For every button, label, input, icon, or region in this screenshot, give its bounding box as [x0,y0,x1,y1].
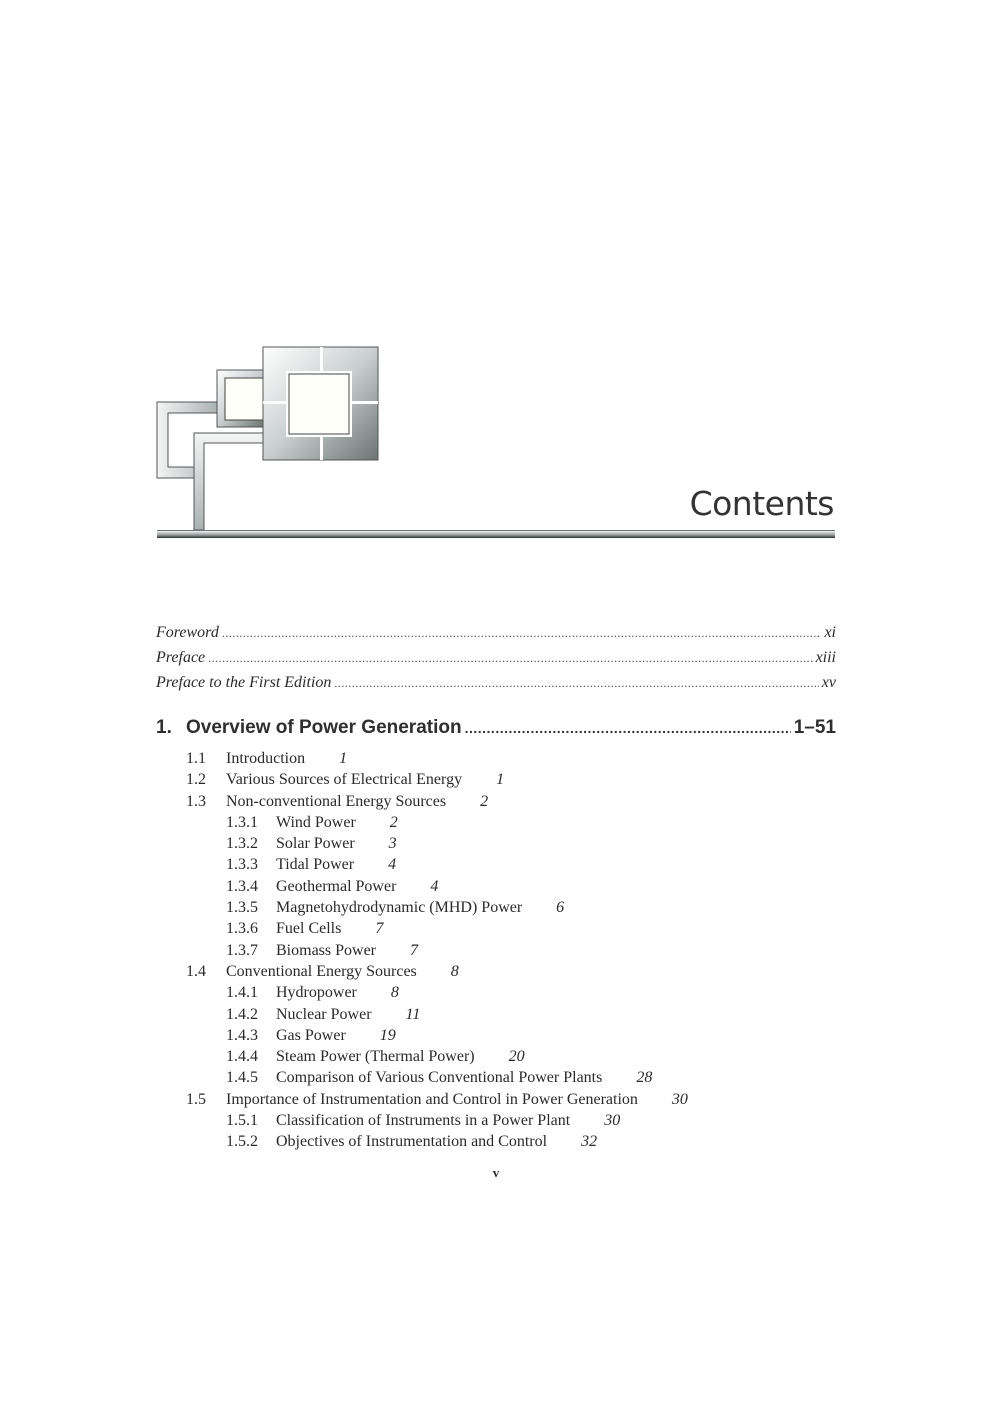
entry-page: 7 [410,941,418,959]
leader-dots [208,651,812,666]
entry-title: Nuclear Power [276,1005,372,1023]
front-matter-label: Foreword [156,624,219,641]
entry-number: 1.3.3 [226,856,258,874]
entry-page: 19 [379,1026,396,1044]
front-matter-label: Preface to the First Edition [156,674,332,691]
toc-entry[interactable] [186,1112,836,1133]
toc-entry[interactable] [186,899,836,920]
front-matter-page: xv [821,674,836,691]
entry-page: 3 [388,835,397,853]
entry-page: 2 [389,813,398,831]
entry-number: 1.3.4 [226,877,258,895]
entry-number: 1.4.1 [226,984,258,1002]
entry-page: 20 [508,1048,525,1066]
toc-entry[interactable] [186,1006,836,1027]
toc-entry[interactable] [186,750,836,771]
entry-title: Objectives of Instrumentation and Control [276,1133,548,1151]
toc-entry[interactable] [186,920,836,941]
front-matter-page: xiii [815,649,836,666]
entry-number: 1.1 [186,750,206,767]
toc-entry[interactable] [186,963,836,984]
title-rule-divider [157,530,835,538]
entry-number: 1.4.5 [226,1069,258,1087]
entry-number: 1.3.5 [226,899,258,917]
front-matter-label: Preface [156,649,206,666]
entry-number: 1.3.1 [226,813,258,831]
entry-title: Comparison of Various Conventional Power Plants [276,1069,603,1087]
entry-title: Importance of Instrumentation and Control in Power Generation [226,1090,638,1108]
entry-page: 30 [671,1090,688,1108]
toc-entry[interactable] [186,771,836,792]
entry-page: 32 [581,1133,598,1151]
entry-number: 1.3.2 [226,835,258,853]
toc-entry[interactable] [186,1133,836,1154]
leader-dots [222,626,822,641]
entry-title: Solar Power [276,835,355,853]
toc-entry[interactable] [186,1027,836,1048]
entry-number: 1.5.2 [226,1133,258,1151]
entry-title: Introduction [226,750,306,767]
front-matter-list [156,624,836,699]
toc-entry[interactable] [186,878,836,899]
entry-page: 11 [405,1005,421,1023]
toc-entry[interactable] [186,984,836,1005]
front-matter-item-foreword[interactable] [156,624,836,649]
toc-entry[interactable] [186,1048,836,1069]
entry-page: 7 [375,920,384,938]
entry-number: 1.5 [186,1090,206,1108]
entry-page: 6 [556,899,565,917]
toc-entry[interactable] [186,835,836,856]
toc-entry[interactable] [186,1069,836,1090]
entry-title: Steam Power (Thermal Power) [276,1048,475,1066]
entry-title: Fuel Cells [276,920,342,938]
leader-dots [465,720,791,736]
chapter-logo-icon [156,345,380,535]
toc-entry[interactable] [186,814,836,835]
chapter-title: Overview of Power Generation [186,717,462,738]
entry-number: 1.4.2 [226,1005,258,1023]
entry-page: 8 [390,984,399,1002]
entry-title: Biomass Power [276,941,376,959]
page-folio: v [492,1165,500,1180]
toc-entry[interactable] [186,1091,836,1112]
toc-entry[interactable] [186,793,836,814]
entry-number: 1.4.4 [226,1048,258,1066]
page-title: Contents [689,484,834,523]
entry-title: Magnetohydrodynamic (MHD) Power [276,899,523,917]
entry-number: 1.2 [186,771,206,789]
front-matter-item-preface[interactable] [156,649,836,674]
entry-page: 28 [636,1069,653,1087]
entry-number: 1.4.3 [226,1026,258,1044]
leader-dots [334,676,818,691]
entry-title: Geothermal Power [276,877,397,895]
toc-entries [186,750,836,1155]
entry-title: Classification of Instruments in a Power Plant [276,1112,571,1130]
entry-page: 4 [430,877,439,895]
entry-title: Conventional Energy Sources [226,962,417,980]
entry-title: Gas Power [276,1026,346,1044]
entry-title: Tidal Power [276,856,355,874]
entry-page: 1 [496,771,505,789]
entry-number: 1.3.7 [226,941,258,959]
entry-page: 4 [388,856,397,874]
toc-entry[interactable] [186,942,836,963]
entry-page: 30 [604,1112,621,1130]
front-matter-item-preface-first-edition[interactable] [156,674,836,699]
entry-page: 2 [480,792,489,810]
entry-number: 1.3.6 [226,920,258,938]
entry-title: Hydropower [276,984,357,1002]
entry-title: Various Sources of Electrical Energy [226,771,463,789]
entry-title: Wind Power [276,813,356,831]
front-matter-page: xi [824,624,836,641]
toc-entry[interactable] [186,856,836,877]
entry-page: 1 [339,750,348,767]
entry-page: 8 [450,962,459,980]
chapter-number: 1. [156,717,172,738]
entry-number: 1.3 [186,792,206,810]
chapter-heading[interactable] [156,717,836,739]
entry-title: Non-conventional Energy Sources [226,792,447,810]
chapter-pages: 1–51 [793,717,836,738]
entry-number: 1.4 [186,962,206,980]
entry-number: 1.5.1 [226,1112,258,1130]
